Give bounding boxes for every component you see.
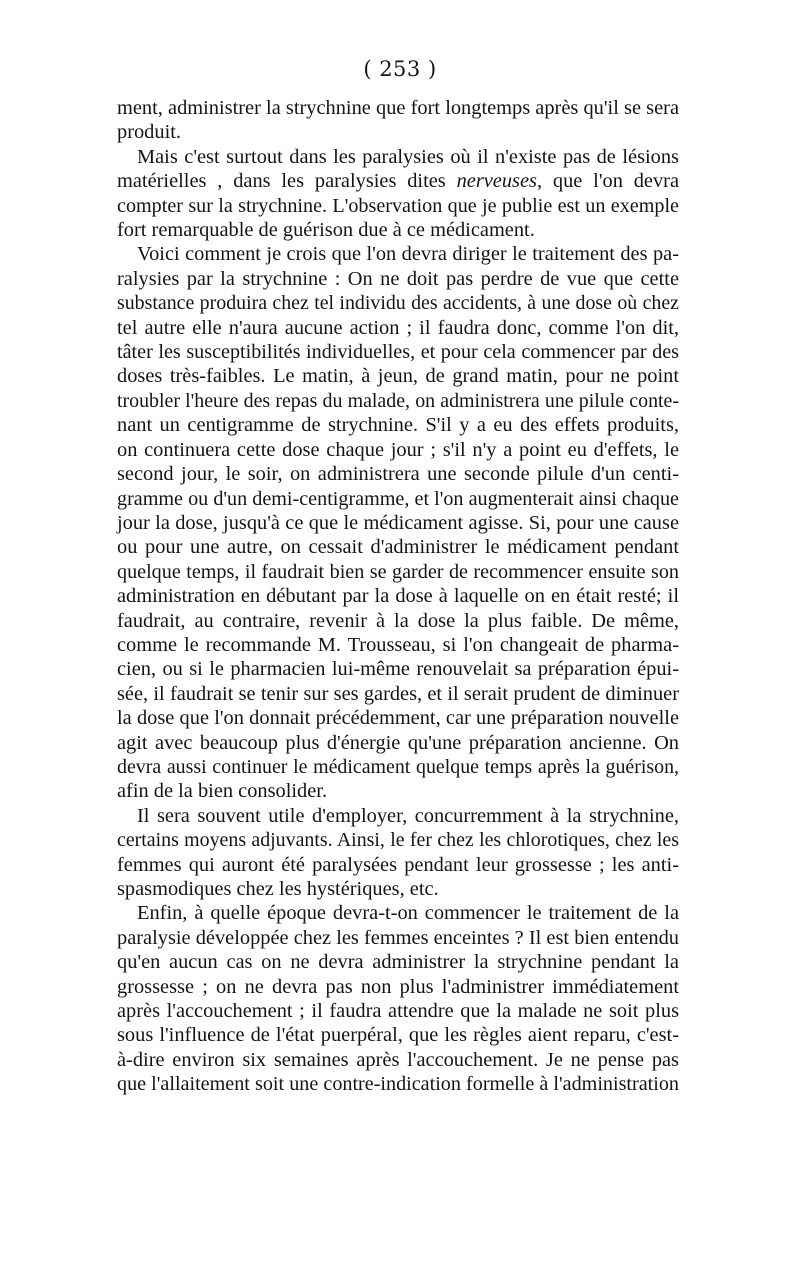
text-line: doses très-faibles. Le matin, à jeun, de grand matin, pour ne point: [117, 365, 679, 388]
page-number: ( 253 ): [363, 57, 437, 81]
text-line: administration en débutant par la dose à laquelle on en était resté; il: [117, 585, 679, 608]
text-line: jour la dose, jusqu'à ce que le médicament agisse. Si, pour une cause: [117, 511, 679, 534]
text-line: que l'allaitement soit une contre-indication formelle à l'administration: [117, 1073, 679, 1096]
text-line: afin de la bien consolider.: [117, 780, 328, 803]
text-line: sée, il faudrait se tenir sur ses gardes, et il serait prudent de diminuer: [117, 682, 679, 705]
text-line: Enfin, à quelle époque devra-t-on commencer le traitement de la: [137, 902, 679, 925]
text-line: ralysies par la strychnine : On ne doit pas perdre de vue que cette: [117, 267, 679, 290]
text-line: on continuera cette dose chaque jour ; s'il n'y a point eu d'effets, le: [117, 438, 679, 461]
text-line: quelque temps, il faudrait bien se garder de recommencer ensuite son: [117, 560, 679, 583]
text-line: fort remarquable de guérison due à ce médicament.: [117, 219, 535, 242]
text-line: second jour, le soir, on administrera une seconde pilule d'un centi-: [117, 463, 679, 486]
text-line: troubler l'heure des repas du malade, on administrera une pilule conte-: [117, 389, 679, 412]
text-line: ment, administrer la strychnine que fort longtemps après qu'il se sera: [117, 97, 679, 119]
text-line: agit avec beaucoup plus d'énergie qu'une préparation ancienne. On: [117, 731, 679, 754]
text-line: ou pour une autre, on cessait d'administrer le médicament pendant: [117, 536, 679, 559]
body-text: [117, 96, 679, 1097]
text-line: Il sera souvent utile d'employer, concurremment à la strychnine,: [137, 804, 679, 827]
text-line: à-dire environ six semaines après l'accouchement. Je ne pense pas: [117, 1048, 679, 1071]
text-line: certains moyens adjuvants. Ainsi, le fer chez les chlorotiques, chez les: [117, 829, 679, 852]
text-line: Mais c'est surtout dans les paralysies où il n'existe pas de lésions: [137, 145, 679, 168]
text-line: matérielles , dans les paralysies dites nerveuses, que l'on devra: [117, 170, 680, 193]
text-line: compter sur la strychnine. L'observation que je publie est un exemple: [117, 194, 679, 217]
text-line: spasmodiques chez les hystériques, etc.: [117, 878, 439, 900]
text-line: cien, ou si le pharmacien lui-même renouvelait sa préparation épui-: [117, 658, 679, 681]
text-line: grossesse ; on ne devra pas non plus l'administrer immédiatement: [117, 975, 679, 998]
text-line: après l'accouchement ; il faudra attendre que la malade ne soit plus: [117, 1000, 679, 1023]
text-line: tâter les susceptibilités individuelles, et pour cela commencer par des: [117, 341, 679, 364]
text-line: devra aussi continuer le médicament quelque temps après la guérison,: [117, 755, 679, 778]
text-line: substance produira chez tel individu des accidents, à une dose où chez: [117, 292, 679, 315]
text-line: gramme ou d'un demi-centigramme, et l'on augmenterait ainsi chaque: [117, 487, 679, 510]
text-line: sous l'influence de l'état puerpéral, que les règles aient reparu, c'est-: [117, 1024, 679, 1047]
text-line: femmes qui auront été paralysées pendant leur grossesse ; les anti-: [117, 853, 679, 876]
text-line: faudrait, au contraire, revenir à la dose la plus faible. De même,: [117, 609, 679, 632]
text-line: nant un centigramme de strychnine. S'il y a eu des effets produits,: [117, 414, 679, 437]
text-line: qu'en aucun cas on ne devra administrer la strychnine pendant la: [117, 951, 679, 974]
text-line: produit.: [117, 121, 181, 144]
text-line: tel autre elle n'aura aucune action ; il faudra donc, comme l'on dit,: [117, 316, 679, 339]
text-line: la dose que l'on donnait précédemment, car une préparation nouvelle: [117, 707, 679, 730]
text-line: Voici comment je crois que l'on devra diriger le traitement des pa-: [137, 243, 679, 266]
text-line: paralysie développée chez les femmes enceintes ? Il est bien entendu: [117, 926, 679, 949]
text-line: comme le recommande M. Trousseau, si l'on changeait de pharma-: [117, 633, 679, 656]
italic-word: nerveuses: [456, 170, 537, 193]
